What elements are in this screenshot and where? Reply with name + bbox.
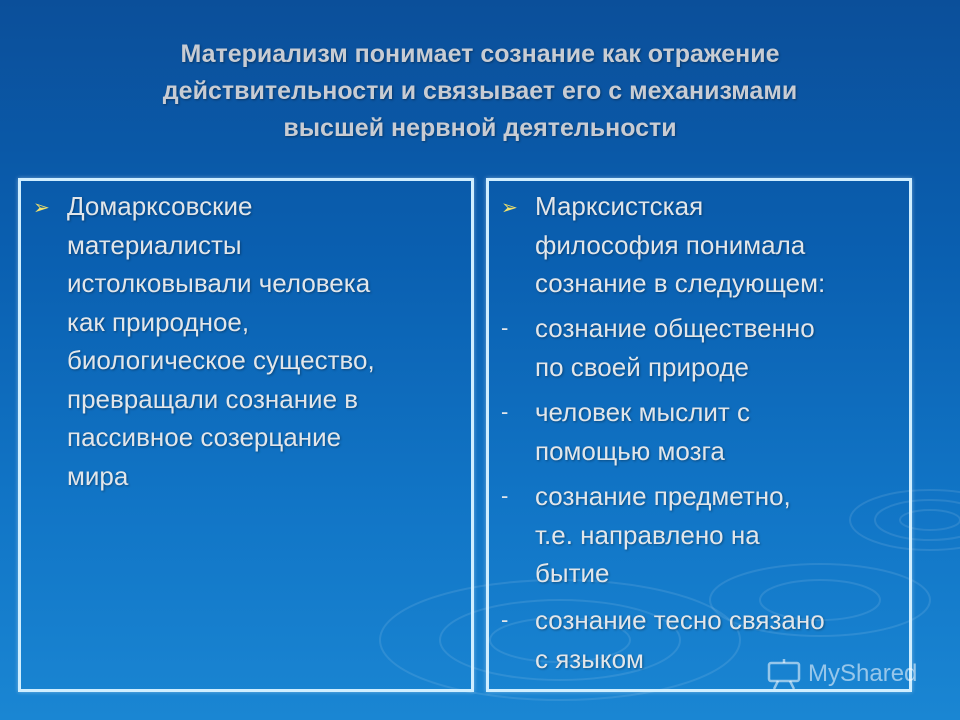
text-line: человек мыслит с [535, 397, 751, 427]
arrow-bullet-icon: ➢ [501, 197, 518, 219]
text-line: биологическое существо, [67, 345, 375, 375]
text-line: сознание тесно связано [535, 605, 825, 635]
text-line: сознание в следующем: [535, 268, 826, 298]
dash-bullet-icon: - [501, 315, 509, 340]
text-line: философия понимала [535, 229, 806, 260]
text-line: пассивное созерцание [67, 422, 342, 452]
dash-bullet-icon: - [501, 607, 509, 632]
left-bullet-text [67, 187, 375, 495]
text-line: Домарксовские [67, 191, 253, 221]
text-line: сознание общественно [535, 313, 815, 343]
title-line: действительности и связывает его с механизмами [162, 77, 798, 105]
text-line: истолковывали человека [67, 268, 371, 298]
text-line: помощью мозга [535, 435, 725, 466]
dash-bullet-icon: - [501, 399, 509, 424]
text-line: мира [67, 460, 129, 491]
text-line: бытие [535, 558, 610, 588]
list-item [535, 393, 750, 470]
text-line: как природное, [67, 306, 250, 337]
presentation-board-icon [766, 657, 802, 691]
text-line: т.е. направлено на [535, 519, 760, 550]
slide-title [40, 36, 920, 147]
text-line: по своей природе [535, 351, 749, 382]
text-line: сознание предметно, [535, 481, 791, 511]
arrow-bullet-icon: ➢ [33, 197, 50, 219]
watermark [766, 654, 917, 694]
text-line: превращали сознание в [67, 383, 359, 414]
text-line: с языком [535, 643, 644, 674]
title-line: высшей нервной деятельности [283, 114, 677, 142]
title-line: Материализм понимает сознание как отражение [180, 40, 780, 68]
list-item [535, 309, 815, 386]
right-panel [486, 178, 912, 692]
right-bullet-text [535, 187, 825, 303]
left-panel [18, 178, 474, 692]
list-item [535, 477, 791, 593]
watermark-text: MyShared [808, 660, 918, 687]
text-line: материалисты [67, 229, 242, 260]
dash-bullet-icon: - [501, 483, 509, 508]
text-line: Марксистская [535, 191, 704, 221]
